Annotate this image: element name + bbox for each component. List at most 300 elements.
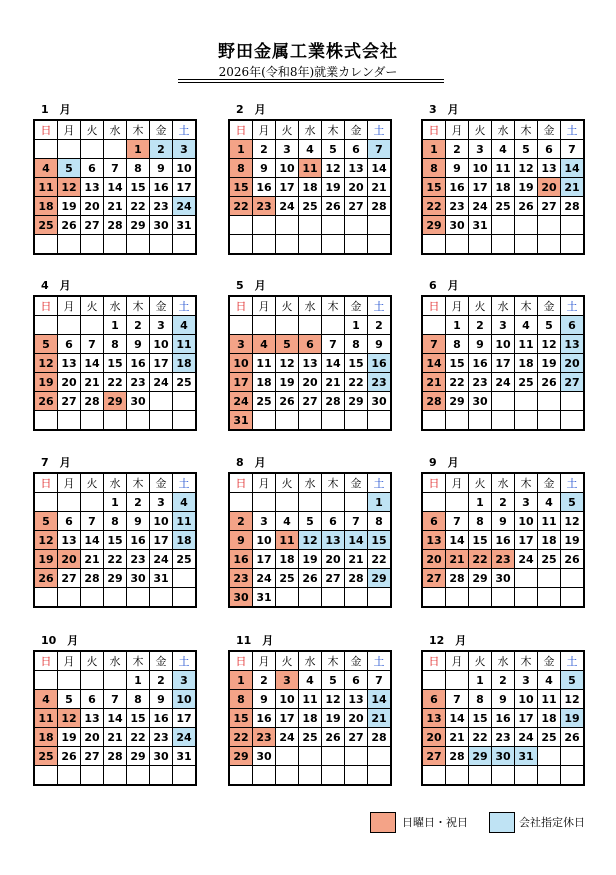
week-row [422,178,584,197]
week-row [229,588,391,608]
weekday-header: 金 [538,296,561,316]
day-cell: 26 [34,392,58,411]
day-cell: 26 [58,216,81,235]
day-cell: 27 [299,392,322,411]
day-cell: 2 [253,671,276,690]
weekday-header: 日 [422,651,446,671]
day-cell: 25 [492,197,515,216]
day-cell: 23 [253,197,276,216]
empty-cell [469,588,492,608]
weekday-header: 水 [104,473,127,493]
empty-cell [515,569,538,588]
week-row [34,588,196,608]
day-cell: 22 [104,550,127,569]
weekday-header: 土 [561,120,585,140]
week-row [229,235,391,255]
day-cell: 1 [229,671,253,690]
empty-cell [422,411,446,431]
day-cell: 15 [127,178,150,197]
day-cell: 16 [229,550,253,569]
day-cell: 30 [127,392,150,411]
day-cell: 25 [276,569,299,588]
empty-cell [345,411,368,431]
weekday-header: 水 [299,296,322,316]
day-cell: 12 [58,178,81,197]
day-cell: 17 [276,178,299,197]
day-cell: 5 [34,512,58,531]
empty-cell [81,235,104,255]
empty-cell [538,588,561,608]
day-cell: 14 [81,354,104,373]
empty-cell [422,493,446,512]
day-cell: 30 [469,392,492,411]
empty-cell [299,766,322,786]
weekday-header: 金 [345,473,368,493]
day-cell: 12 [34,354,58,373]
legend [0,812,616,832]
weekday-header: 土 [368,651,392,671]
day-cell: 4 [492,140,515,159]
day-cell: 27 [58,569,81,588]
day-cell: 8 [229,690,253,709]
empty-cell [561,216,585,235]
week-row [229,709,391,728]
day-cell: 10 [515,512,538,531]
day-cell: 18 [492,178,515,197]
week-row [229,493,391,512]
month-calendar [228,634,397,786]
week-row [229,335,391,354]
day-cell: 28 [446,569,469,588]
day-cell: 17 [229,373,253,392]
weekday-header: 日 [34,473,58,493]
weekday-header: 木 [127,296,150,316]
empty-cell [538,411,561,431]
weekday-header: 木 [515,473,538,493]
weekday-header-row [422,296,584,316]
day-cell: 8 [469,690,492,709]
weekday-header: 木 [322,651,345,671]
day-cell: 26 [299,569,322,588]
week-row [422,690,584,709]
empty-cell [276,747,299,766]
day-cell: 6 [58,335,81,354]
day-cell: 20 [422,550,446,569]
empty-cell [229,316,253,335]
month-calendar [33,103,202,255]
month-title: 12 月 [429,634,467,647]
day-cell: 9 [253,690,276,709]
empty-cell [34,235,58,255]
empty-cell [322,747,345,766]
empty-cell [58,766,81,786]
weekday-header: 土 [173,120,197,140]
day-cell: 12 [561,512,585,531]
day-cell: 12 [561,690,585,709]
day-cell: 26 [538,373,561,392]
day-cell: 24 [492,373,515,392]
day-cell: 17 [150,354,173,373]
week-row [34,216,196,235]
empty-cell [422,588,446,608]
day-cell: 13 [58,531,81,550]
weekday-header-row [34,296,196,316]
day-cell: 21 [446,728,469,747]
day-cell: 1 [229,140,253,159]
day-cell: 2 [150,671,173,690]
empty-cell [422,766,446,786]
day-cell: 15 [469,709,492,728]
day-cell: 24 [253,569,276,588]
day-cell: 31 [469,216,492,235]
holiday-legend-label: 日曜日・祝日 [402,816,468,829]
day-cell: 13 [561,335,585,354]
day-cell: 25 [34,747,58,766]
empty-cell [446,588,469,608]
month-calendar [228,103,397,255]
empty-cell [127,235,150,255]
empty-cell [173,411,197,431]
day-cell: 21 [446,550,469,569]
day-cell: 7 [104,159,127,178]
weekday-header: 木 [127,473,150,493]
empty-cell [253,493,276,512]
day-cell: 17 [492,354,515,373]
weekday-header: 火 [469,296,492,316]
month-title: 9 月 [429,456,459,469]
empty-cell [561,588,585,608]
day-cell: 19 [322,178,345,197]
day-cell: 18 [299,709,322,728]
empty-cell [34,493,58,512]
weekday-header: 水 [299,120,322,140]
week-row [422,550,584,569]
empty-cell [173,588,197,608]
weekday-header: 水 [492,473,515,493]
day-cell: 9 [229,531,253,550]
empty-cell [299,588,322,608]
empty-cell [515,411,538,431]
week-row [422,709,584,728]
week-row [34,728,196,747]
empty-cell [561,766,585,786]
day-cell: 14 [561,159,585,178]
day-cell: 31 [173,216,197,235]
empty-cell [561,235,585,255]
weekday-header: 日 [229,651,253,671]
day-cell: 18 [173,531,197,550]
day-cell: 19 [299,550,322,569]
month-title: 10 月 [41,634,79,647]
empty-cell [173,392,197,411]
day-cell: 15 [104,531,127,550]
day-cell: 4 [34,159,58,178]
day-cell: 8 [127,690,150,709]
weekday-header: 火 [276,473,299,493]
day-cell: 29 [469,747,492,766]
month-title: 5 月 [236,279,266,292]
empty-cell [538,569,561,588]
day-cell: 26 [34,569,58,588]
empty-cell [150,392,173,411]
empty-cell [276,216,299,235]
empty-cell [446,766,469,786]
month-calendar [228,279,397,431]
empty-cell [34,140,58,159]
day-cell: 7 [81,512,104,531]
day-cell: 11 [492,159,515,178]
month-table [228,472,392,608]
day-cell: 12 [322,690,345,709]
day-cell: 17 [515,709,538,728]
day-cell: 1 [104,493,127,512]
day-cell: 26 [322,728,345,747]
week-row [34,316,196,335]
day-cell: 5 [276,335,299,354]
week-row [34,392,196,411]
weekday-header: 金 [345,296,368,316]
day-cell: 30 [446,216,469,235]
empty-cell [422,235,446,255]
weekday-header: 木 [515,651,538,671]
empty-cell [515,766,538,786]
day-cell: 19 [561,709,585,728]
weekday-header: 月 [58,120,81,140]
week-row [229,392,391,411]
weekday-header-row [422,473,584,493]
day-cell: 19 [58,728,81,747]
weekday-header: 水 [492,120,515,140]
week-row [229,159,391,178]
day-cell: 21 [561,178,585,197]
empty-cell [368,747,392,766]
day-cell: 11 [538,512,561,531]
week-row [422,159,584,178]
empty-cell [561,392,585,411]
day-cell: 27 [81,216,104,235]
week-row [34,690,196,709]
day-cell: 28 [368,728,392,747]
day-cell: 29 [368,569,392,588]
day-cell: 17 [469,178,492,197]
day-cell: 1 [368,493,392,512]
day-cell: 8 [127,159,150,178]
empty-cell [492,411,515,431]
day-cell: 8 [469,512,492,531]
day-cell: 3 [150,493,173,512]
day-cell: 16 [127,531,150,550]
month-calendar [33,279,202,431]
empty-cell [422,316,446,335]
day-cell: 13 [422,531,446,550]
day-cell: 13 [58,354,81,373]
day-cell: 23 [127,550,150,569]
day-cell: 17 [173,178,197,197]
day-cell: 6 [81,690,104,709]
weekday-header: 火 [276,651,299,671]
week-row [229,690,391,709]
day-cell: 24 [515,728,538,747]
day-cell: 3 [173,671,197,690]
empty-cell [104,588,127,608]
empty-cell [345,493,368,512]
day-cell: 12 [538,335,561,354]
month-title: 6 月 [429,279,459,292]
empty-cell [276,493,299,512]
day-cell: 13 [81,178,104,197]
day-cell: 27 [538,197,561,216]
weekday-header: 日 [34,651,58,671]
day-cell: 7 [446,512,469,531]
day-cell: 2 [150,140,173,159]
empty-cell [104,766,127,786]
empty-cell [322,766,345,786]
empty-cell [276,235,299,255]
weekday-header: 土 [561,473,585,493]
empty-cell [446,493,469,512]
month-title: 1 月 [41,103,71,116]
week-row [34,569,196,588]
day-cell: 2 [229,512,253,531]
weekday-header: 金 [150,473,173,493]
empty-cell [345,588,368,608]
week-row [422,335,584,354]
day-cell: 20 [422,728,446,747]
day-cell: 16 [253,178,276,197]
empty-cell [299,411,322,431]
week-row [229,550,391,569]
week-row [229,178,391,197]
month-calendar [33,456,202,608]
empty-cell [34,411,58,431]
empty-cell [561,411,585,431]
week-row [422,531,584,550]
day-cell: 1 [127,140,150,159]
weekday-header: 月 [446,651,469,671]
weekday-header-row [229,473,391,493]
empty-cell [345,216,368,235]
day-cell: 28 [81,569,104,588]
day-cell: 14 [104,178,127,197]
empty-cell [58,671,81,690]
day-cell: 1 [127,671,150,690]
empty-cell [150,411,173,431]
day-cell: 24 [173,728,197,747]
day-cell: 22 [345,373,368,392]
empty-cell [127,588,150,608]
day-cell: 10 [515,690,538,709]
empty-cell [368,588,392,608]
week-row [422,493,584,512]
day-cell: 10 [276,159,299,178]
empty-cell [173,766,197,786]
day-cell: 1 [345,316,368,335]
day-cell: 10 [229,354,253,373]
week-row [34,512,196,531]
day-cell: 31 [515,747,538,766]
day-cell: 26 [561,728,585,747]
month-calendar [421,456,590,608]
day-cell: 30 [150,216,173,235]
week-row [34,178,196,197]
day-cell: 9 [368,335,392,354]
title-underline [178,82,444,83]
day-cell: 6 [58,512,81,531]
day-cell: 19 [515,178,538,197]
empty-cell [81,140,104,159]
month-calendar [421,634,590,786]
day-cell: 22 [229,728,253,747]
empty-cell [322,316,345,335]
day-cell: 17 [515,531,538,550]
day-cell: 23 [150,197,173,216]
day-cell: 27 [345,728,368,747]
week-row [229,512,391,531]
day-cell: 4 [34,690,58,709]
month-title: 4 月 [41,279,71,292]
day-cell: 2 [127,316,150,335]
day-cell: 14 [368,159,392,178]
day-cell: 5 [538,316,561,335]
day-cell: 25 [299,728,322,747]
day-cell: 10 [492,335,515,354]
weekday-header-row [34,473,196,493]
empty-cell [173,569,197,588]
empty-cell [538,766,561,786]
empty-cell [345,235,368,255]
day-cell: 12 [58,709,81,728]
day-cell: 1 [446,316,469,335]
weekday-header: 水 [492,296,515,316]
day-cell: 20 [58,550,81,569]
weekday-header: 木 [322,473,345,493]
empty-cell [368,216,392,235]
weekday-header-row [229,651,391,671]
empty-cell [469,766,492,786]
day-cell: 20 [345,709,368,728]
day-cell: 16 [469,354,492,373]
day-cell: 24 [173,197,197,216]
weekday-header: 金 [150,296,173,316]
weekday-header: 金 [345,120,368,140]
week-row [34,140,196,159]
day-cell: 2 [127,493,150,512]
empty-cell [322,235,345,255]
company-name: 野田金属工業株式会社 [218,42,398,62]
day-cell: 31 [253,588,276,608]
weekday-header: 木 [322,296,345,316]
empty-cell [322,493,345,512]
day-cell: 7 [368,671,392,690]
empty-cell [229,235,253,255]
week-row [422,392,584,411]
calendar-title: 2026年(令和8年)就業カレンダー [218,65,398,79]
weekday-header: 水 [104,120,127,140]
week-row [229,747,391,766]
day-cell: 28 [561,197,585,216]
month-table [228,295,392,431]
day-cell: 15 [127,709,150,728]
day-cell: 29 [422,216,446,235]
day-cell: 2 [469,316,492,335]
day-cell: 4 [515,316,538,335]
day-cell: 25 [515,373,538,392]
week-row [34,373,196,392]
day-cell: 19 [34,550,58,569]
day-cell: 16 [446,178,469,197]
weekday-header: 日 [229,473,253,493]
weekday-header: 月 [446,473,469,493]
